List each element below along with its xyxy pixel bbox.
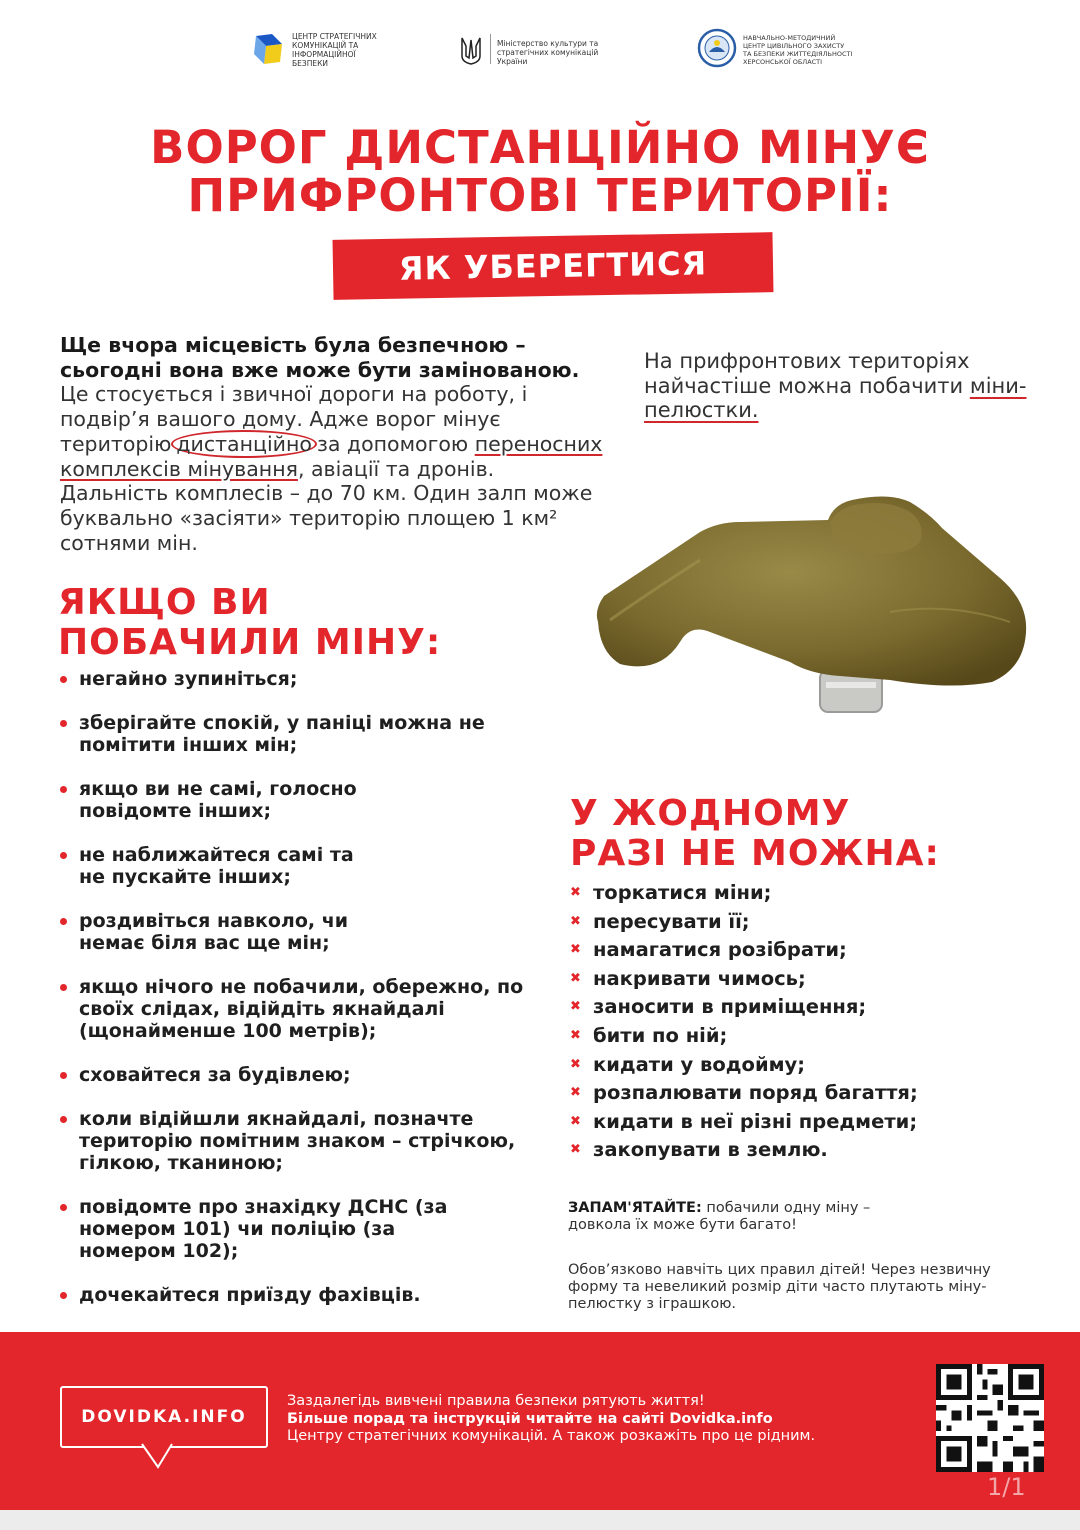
petal-note-text: На прифронтових територіях найчастіше можна побачити <box>644 349 970 398</box>
intro-underlined: переносних комплексів мінування <box>60 431 603 481</box>
logo-ministry-culture <box>460 34 630 68</box>
list-item: ✖ торкатися міни; <box>570 879 1050 908</box>
remember-label: ЗАПАМ'ЯТАЙТЕ: <box>568 1200 702 1216</box>
civil-protection-emblem-icon <box>697 28 737 68</box>
intro-paragraph <box>60 333 605 555</box>
list-item: не наближайтеся самі та не пускайте інших; <box>60 844 369 888</box>
cross-icon: ✖ <box>570 942 581 958</box>
cross-icon: ✖ <box>570 1056 581 1072</box>
cross-icon: ✖ <box>570 1027 581 1043</box>
if-seen-title-line-1: ЯКЩО ВИ <box>58 582 271 623</box>
list-item: повідомте про знахідку ДСНС (за номером 101) чи поліцію (за номером 102); <box>60 1196 459 1262</box>
cross-icon: ✖ <box>570 970 581 986</box>
list-item: ✖ намагатися розібрати; <box>570 936 1050 965</box>
remember-note <box>568 1200 928 1234</box>
remember-text: побачили одну міну – довкола їх може бути багато! <box>568 1200 871 1233</box>
title-line-2: ПРИФРОНТОВІ ТЕРИТОРІЇ: <box>187 169 893 222</box>
list-item: дочекайтеся приїзду фахівців. <box>60 1284 560 1306</box>
list-item: ✖ закопувати в землю. <box>570 1136 1050 1165</box>
intro-circled-word: дистанційно <box>171 430 317 458</box>
qr-code-icon[interactable] <box>936 1364 1044 1472</box>
children-note: Обов’язково навчіть цих правил дітей! Через незвичну форму та невеликий розмір діти часто плутають міну-пелюстку з іграшкою. <box>568 1262 991 1312</box>
page-number: 1/1 <box>987 1473 1026 1501</box>
footer-line-2: Більше порад та інструкцій читайте на сайті Dovidka.info <box>287 1410 773 1427</box>
logo1-text: ЦЕНТР СТРАТЕГІЧНИХ КОМУНІКАЦІЙ ТА ІНФОРМАЦІЙНОЇ БЕЗПЕКИ <box>292 32 377 68</box>
list-item: ✖ пересувати її; <box>570 908 1050 937</box>
never-title-line-2: РАЗІ НЕ МОЖНА: <box>570 833 940 874</box>
footer-line-1: Заздалегідь вивчені правила безпеки рятують життя! <box>287 1393 705 1409</box>
list-item: роздивіться навколо, чи немає біля вас ще мін; <box>60 910 399 954</box>
list-item: ✖ розпалювати поряд багаття; <box>570 1079 1050 1108</box>
cross-icon: ✖ <box>570 1085 581 1101</box>
logo-civil-protection-center <box>697 28 857 72</box>
bottom-strip <box>0 1510 1080 1530</box>
cross-icon: ✖ <box>570 1113 581 1129</box>
if-seen-title-line-2: ПОБАЧИЛИ МІНУ: <box>58 622 442 663</box>
footer-line-3: Центру стратегічних комунікацій. А також розкажіть про це рідним. <box>287 1428 816 1444</box>
trident-icon <box>460 36 482 66</box>
list-item: зберігайте спокій, у паніці можна не помітити інших мін; <box>60 712 499 756</box>
logo2-text: Міністерство культури та стратегічних комунікацій України <box>497 39 599 66</box>
list-item: якщо нічого не побачили, обережно, по своїх слідах, відійдіть якнайдалі (щонайменше 100 метрів); <box>60 976 549 1042</box>
list-item: ✖ накривати чимось; <box>570 965 1050 994</box>
cross-icon: ✖ <box>570 999 581 1015</box>
list-item: ✖ бити по ній; <box>570 1022 1050 1051</box>
dovidka-link-button[interactable]: DOVIDKA.INFO <box>60 1386 268 1448</box>
subtitle-banner-text: ЯК УБЕРЕГТИСЯ <box>398 244 708 288</box>
title-line-1: ВОРОГ ДИСТАНЦІЙНО МІНУЄ <box>150 121 930 174</box>
cscib-logo-icon <box>252 32 286 66</box>
petal-mine-note <box>644 349 1044 423</box>
cross-icon: ✖ <box>570 1142 581 1158</box>
list-item: коли відійшли якнайдалі, позначте територію помітним знаком – стрічкою, гілкою, тканиною; <box>60 1108 529 1174</box>
footer-text <box>287 1393 927 1446</box>
list-item: негайно зупиніться; <box>60 668 560 690</box>
list-item: ✖ заносити в приміщення; <box>570 993 1050 1022</box>
cross-icon: ✖ <box>570 913 581 929</box>
list-item: сховайтеся за будівлею; <box>60 1064 560 1086</box>
cross-icon: ✖ <box>570 885 581 900</box>
list-item: якщо ви не самі, голосно повідомте інших; <box>60 778 399 822</box>
intro-part-1: Це стосується і звичної дороги на роботу, і подвір’я вашого дому. Адже ворог мінує територію <box>60 382 528 456</box>
never-list <box>570 879 1050 1165</box>
list-item: ✖ кидати у водойму; <box>570 1051 1050 1080</box>
speech-bubble-tail-icon <box>140 1443 174 1469</box>
never-title-line-1: У ЖОДНОМУ <box>570 793 851 834</box>
logo3-text: НАВЧАЛЬНО-МЕТОДИЧНИЙ ЦЕНТР ЦИВІЛЬНОГО ЗАХИСТУ ТА БЕЗПЕКИ ЖИТТЄДІЯЛЬНОСТІ ХЕРСОНСЬКОЇ ОБЛАСТІ <box>743 34 853 66</box>
list-item: ✖ кидати в неї різні предмети; <box>570 1108 1050 1137</box>
intro-bold: Ще вчора місцевість була безпечною – сьогодні вона вже може бути замінованою. <box>60 333 580 382</box>
subtitle-banner <box>333 232 774 300</box>
intro-part-2: за допомогою <box>316 431 469 456</box>
if-seen-list <box>60 668 560 1328</box>
logo-center-strategic-communications <box>252 32 392 68</box>
petal-mine-image <box>590 492 1040 732</box>
intro-part-3: , авіації та дронів. Дальність комплесів – до 70 км. Один залп може буквально «засіяти» територію площею 1 км² сотнями мін. <box>60 456 593 555</box>
petal-note-highlight: міни-пелюстки. <box>644 373 1027 422</box>
